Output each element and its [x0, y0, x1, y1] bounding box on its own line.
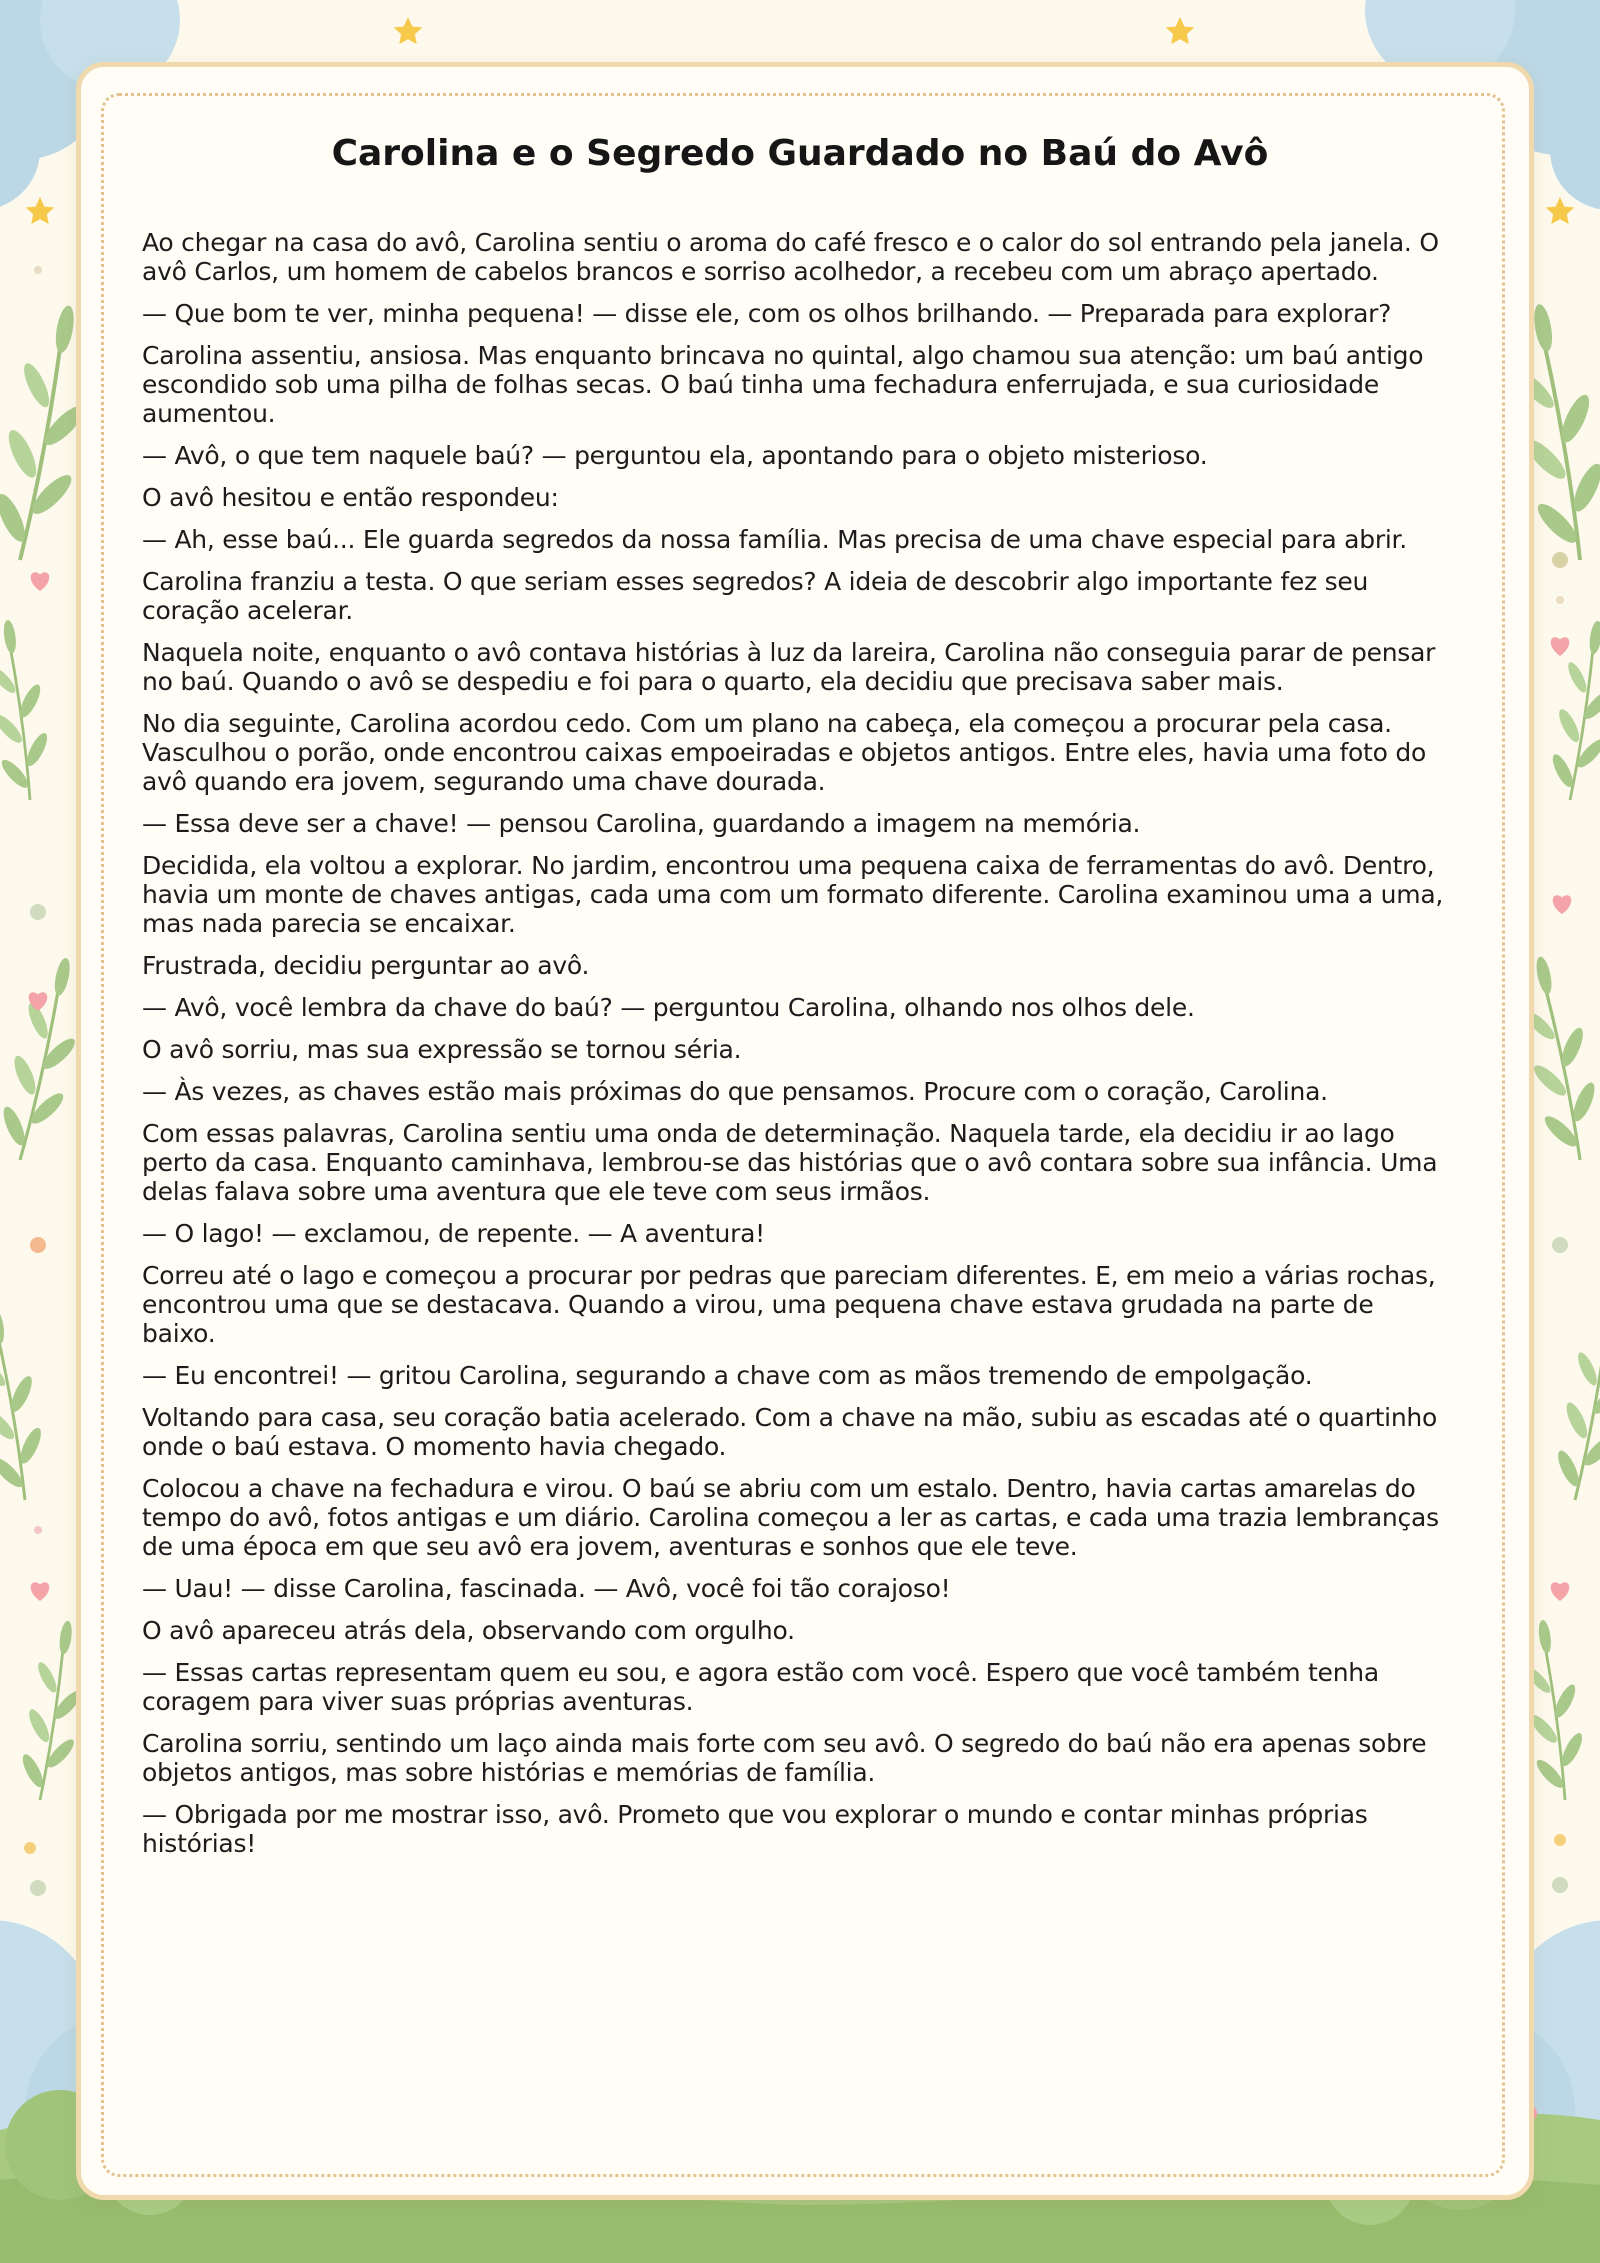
story-paragraph: — Essas cartas representam quem eu sou, e agora estão com você. Espero que você também tenha coragem para viver suas próprias aventuras. — [142, 1658, 1379, 1716]
story-paragraph: Carolina assentiu, ansiosa. Mas enquanto brincava no quintal, algo chamou sua atenção: um baú antigo escondido sob uma pilha de folhas secas. O baú tinha uma fechadura enferrujada, e sua curiosidade aumentou. — [142, 341, 1424, 428]
heart-icon — [1553, 895, 1572, 914]
story-paragraph: Correu até o lago e começou a procurar por pedras que pareciam diferentes. E, em meio a várias rochas, encontrou uma que se destacava. Quando a virou, uma pequena chave estava grudada na parte de baixo. — [142, 1261, 1436, 1348]
story-paragraph: — Uau! — disse Carolina, fascinada. — Avô, você foi tão corajoso! — [142, 1574, 951, 1603]
story-paragraph: — Às vezes, as chaves estão mais próximas do que pensamos. Procure com o coração, Carolina. — [142, 1077, 1328, 1106]
story-paragraph: — Ah, esse baú... Ele guarda segredos da nossa família. Mas precisa de uma chave especial para abrir. — [142, 525, 1407, 554]
story-paragraph: No dia seguinte, Carolina acordou cedo. Com um plano na cabeça, ela começou a procurar pela casa. Vasculhou o porão, onde encontrou caixas empoeiradas e objetos antigos. Entre eles, havia uma foto do avô quando era jovem, segurando uma chave dourada. — [142, 709, 1427, 796]
story-paragraph: Ao chegar na casa do avô, Carolina sentiu o aroma do café fresco e o calor do sol entrando pela janela. O avô Carlos, um homem de cabelos brancos e sorriso acolhedor, a recebeu com um abraço apertado. — [142, 228, 1439, 286]
heart-icon — [1551, 1582, 1570, 1601]
story-title: Carolina e o Segredo Guardado no Baú do Avô — [331, 133, 1269, 174]
heart-icon — [31, 1582, 50, 1601]
story-paragraph: Frustrada, decidiu perguntar ao avô. — [142, 951, 590, 980]
star-icon — [1166, 17, 1195, 44]
story-paragraph: O avô hesitou e então respondeu: — [142, 483, 559, 512]
star-icon — [394, 17, 423, 44]
story-paragraph: Com essas palavras, Carolina sentiu uma onda de determinação. Naquela tarde, ela decidiu ir ao lago perto da casa. Enquanto caminhava, lembrou-se das histórias que o avô contara sobre sua infância. Uma delas falava sobre uma aventura que ele teve com seus irmãos. — [142, 1119, 1438, 1206]
story-paragraph: O avô sorriu, mas sua expressão se tornou séria. — [142, 1035, 742, 1064]
story-paragraph: — O lago! — exclamou, de repente. — A aventura! — [142, 1219, 765, 1248]
story-paragraph: O avô apareceu atrás dela, observando com orgulho. — [142, 1616, 795, 1645]
heart-icon — [1551, 637, 1570, 656]
story-paragraph: — Obrigada por me mostrar isso, avô. Prometo que vou explorar o mundo e contar minhas próprias histórias! — [142, 1800, 1368, 1858]
story-paragraph: Naquela noite, enquanto o avô contava histórias à luz da lareira, Carolina não conseguia parar de pensar no baú. Quando o avô se despediu e foi para o quarto, ela decidiu que precisava saber mais. — [142, 638, 1436, 696]
star-icon — [26, 197, 55, 224]
story-paragraph: Decidida, ela voltou a explorar. No jardim, encontrou uma pequena caixa de ferramentas do avô. Dentro, havia um monte de chaves antigas, cada uma com um formato diferente. Carolina examinou uma a uma, mas nada parecia se encaixar. — [142, 851, 1444, 938]
story-paragraph: Colocou a chave na fechadura e virou. O baú se abriu com um estalo. Dentro, havia cartas amarelas do tempo do avô, fotos antigas e um diário. Carolina começou a ler as cartas, e cada uma trazia lembranças de uma época em que seu avô era jovem, aventuras e sonhos que ele teve. — [142, 1474, 1439, 1561]
story-paragraph: Voltando para casa, seu coração batia acelerado. Com a chave na mão, subiu as escadas até o quartinho onde o baú estava. O momento havia chegado. — [142, 1403, 1438, 1461]
story-paragraph: Carolina franziu a testa. O que seriam esses segredos? A ideia de descobrir algo importante fez seu coração acelerar. — [142, 567, 1369, 625]
leaf-branch-icon — [0, 616, 59, 803]
star-icon — [1546, 197, 1575, 224]
story-paragraph: — Eu encontrei! — gritou Carolina, segurando a chave com as mãos tremendo de empolgação. — [142, 1361, 1313, 1390]
heart-icon — [31, 572, 50, 591]
story-paragraph: — Que bom te ver, minha pequena! — disse ele, com os olhos brilhando. — Preparada para explorar? — [142, 299, 1392, 328]
story-body — [142, 228, 1447, 1871]
story-paragraph: — Avô, o que tem naquele baú? — perguntou ela, apontando para o objeto misterioso. — [142, 441, 1208, 470]
story-paragraph: — Avô, você lembra da chave do baú? — perguntou Carolina, olhando nos olhos dele. — [142, 993, 1195, 1022]
leaf-branch-icon — [0, 1303, 56, 1505]
story-paragraph: — Essa deve ser a chave! — pensou Carolina, guardando a imagem na memória. — [142, 809, 1141, 838]
story-paragraph: Carolina sorriu, sentindo um laço ainda mais forte com seu avô. O segredo do baú não era apenas sobre objetos antigos, mas sobre histórias e memórias de família. — [142, 1729, 1427, 1787]
leaf-branch-icon — [1547, 1304, 1600, 1506]
